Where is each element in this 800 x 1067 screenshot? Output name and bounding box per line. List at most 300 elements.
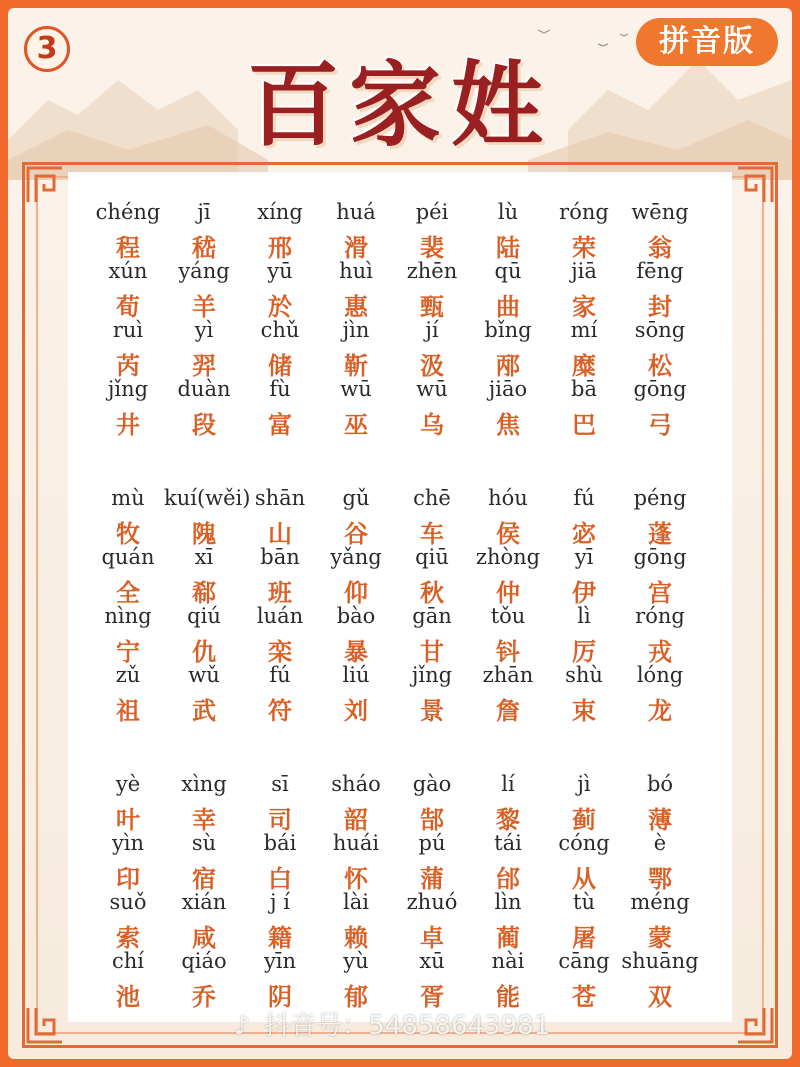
surname-cell [468, 377, 548, 439]
pinyin-label: huái [332, 831, 380, 855]
surname-character: 能 [496, 983, 520, 1011]
surname-character: 钭 [496, 638, 520, 666]
surname-character: 阴 [268, 983, 292, 1011]
surname-character: 黎 [496, 806, 520, 834]
surname-character: 糜 [572, 352, 596, 380]
surname-character: 谷 [344, 520, 368, 548]
surname-character: 巴 [572, 411, 596, 439]
surname-row [68, 663, 732, 725]
surname-character: 隗 [192, 520, 216, 548]
pinyin-label: bái [263, 831, 297, 855]
surname-cell [392, 200, 472, 262]
surname-cell [544, 259, 624, 321]
surname-character: 段 [192, 411, 216, 439]
pinyin-label: qū [494, 259, 522, 283]
pinyin-label: gān [412, 604, 452, 628]
pinyin-label: xī [194, 545, 214, 569]
surname-character: 鄂 [648, 865, 672, 893]
surname-cell [620, 200, 700, 262]
surname-character: 嵇 [192, 234, 216, 262]
surname-character: 印 [116, 865, 140, 893]
surname-cell [468, 772, 548, 834]
surname-row [68, 604, 732, 666]
surname-character: 储 [268, 352, 292, 380]
pinyin-label: lì [577, 604, 591, 628]
surname-character: 家 [572, 293, 596, 321]
surname-cell [392, 949, 472, 1011]
pinyin-label: shù [565, 663, 603, 687]
surname-cell [88, 259, 168, 321]
surname-row [68, 377, 732, 439]
surname-character: 符 [268, 697, 292, 725]
pinyin-label: wū [416, 377, 448, 401]
surname-character: 秋 [420, 579, 444, 607]
pinyin-label: yī [574, 545, 594, 569]
surname-cell [164, 604, 244, 666]
pinyin-label: mù [111, 486, 145, 510]
pinyin-label: liú [342, 663, 370, 687]
volume-number-badge: 3 [24, 26, 70, 72]
corner-ornament-bottom-left [24, 1004, 66, 1046]
pinyin-label: sháo [331, 772, 381, 796]
surname-character: 束 [572, 697, 596, 725]
surname-character: 乌 [420, 411, 444, 439]
pinyin-label: zhān [482, 663, 534, 687]
surname-cell [240, 486, 320, 548]
pinyin-label: huì [339, 259, 373, 283]
surname-cell [392, 604, 472, 666]
pinyin-label: bào [336, 604, 376, 628]
surname-cell [164, 663, 244, 725]
surname-cell [240, 949, 320, 1011]
surname-cell [392, 663, 472, 725]
surname-cell [392, 772, 472, 834]
surname-cell [88, 318, 168, 380]
surname-character: 宁 [116, 638, 140, 666]
surname-cell [88, 949, 168, 1011]
pinyin-label: yáng [178, 259, 230, 283]
surname-character: 荣 [572, 234, 596, 262]
surname-character: 翁 [648, 234, 672, 262]
pinyin-label: tù [573, 890, 595, 914]
surname-character: 滑 [344, 234, 368, 262]
surname-cell [88, 663, 168, 725]
surname-character: 郜 [420, 806, 444, 834]
pinyin-label: bǐng [484, 318, 532, 342]
surname-character: 甄 [420, 293, 444, 321]
pinyin-label: nài [491, 949, 525, 973]
surname-character: 陆 [496, 234, 520, 262]
surname-cell [544, 831, 624, 893]
surname-cell [316, 890, 396, 952]
pinyin-label: jī [197, 200, 211, 224]
surname-character: 巫 [344, 411, 368, 439]
pinyin-label: róng [635, 604, 685, 628]
surname-cell [620, 377, 700, 439]
surname-character: 韶 [344, 806, 368, 834]
pinyin-label: nìng [104, 604, 152, 628]
surname-list [68, 172, 732, 1022]
surname-row [68, 831, 732, 893]
pinyin-label: luán [256, 604, 304, 628]
surname-character: 双 [648, 983, 672, 1011]
surname-cell [164, 831, 244, 893]
pinyin-label: zhòng [475, 545, 541, 569]
surname-row [68, 200, 732, 262]
surname-character: 栾 [268, 638, 292, 666]
surname-character: 车 [420, 520, 444, 548]
pinyin-label: wǔ [188, 663, 220, 687]
pinyin-label: fēng [636, 259, 684, 283]
surname-cell [164, 949, 244, 1011]
surname-character: 於 [268, 293, 292, 321]
surname-character: 蓬 [648, 520, 672, 548]
pinyin-label: xìng [181, 772, 227, 796]
pinyin-label: jiāo [488, 377, 528, 401]
surname-cell [240, 318, 320, 380]
pinyin-label: sù [191, 831, 217, 855]
surname-character: 戎 [648, 638, 672, 666]
pinyin-label: shuāng [621, 949, 699, 973]
pinyin-label: lù [497, 200, 519, 224]
pinyin-label: chéng [95, 200, 161, 224]
surname-character: 荀 [116, 293, 140, 321]
surname-character: 索 [116, 924, 140, 952]
corner-ornament-top-right [734, 164, 776, 206]
surname-character: 屠 [572, 924, 596, 952]
pinyin-label: jí [425, 318, 439, 342]
surname-cell [88, 772, 168, 834]
surname-character: 程 [116, 234, 140, 262]
surname-cell [544, 772, 624, 834]
surname-row [68, 486, 732, 548]
surname-cell [240, 200, 320, 262]
surname-cell [544, 949, 624, 1011]
surname-cell [392, 545, 472, 607]
surname-character: 白 [268, 865, 292, 893]
watermark-text: 抖音号：54858643981 [264, 1011, 551, 1041]
surname-character: 伊 [572, 579, 596, 607]
pinyin-label: zǔ [115, 663, 141, 687]
surname-cell [164, 486, 251, 548]
pinyin-label: jìn [342, 318, 370, 342]
surname-cell [316, 663, 396, 725]
pinyin-label: duàn [177, 377, 231, 401]
surname-character: 郗 [192, 579, 216, 607]
surname-character: 怀 [344, 865, 368, 893]
surname-character: 咸 [192, 924, 216, 952]
corner-ornament-bottom-right [734, 1004, 776, 1046]
surname-cell [468, 200, 548, 262]
surname-cell [620, 486, 700, 548]
surname-character: 蒙 [648, 924, 672, 952]
pinyin-label: zhuó [406, 890, 458, 914]
surname-cell [316, 772, 396, 834]
surname-row [68, 259, 732, 321]
surname-character: 惠 [344, 293, 368, 321]
surname-character: 弓 [648, 411, 672, 439]
surname-cell [620, 949, 700, 1011]
surname-cell [316, 259, 396, 321]
surname-character: 裴 [420, 234, 444, 262]
surname-cell [392, 377, 472, 439]
pinyin-label: cóng [558, 831, 610, 855]
surname-cell [164, 890, 244, 952]
surname-character: 邴 [496, 352, 520, 380]
surname-character: 羿 [192, 352, 216, 380]
surname-cell [240, 545, 320, 607]
surname-character: 仇 [192, 638, 216, 666]
surname-cell [620, 545, 700, 607]
pinyin-label: wēng [631, 200, 689, 224]
surname-character: 薄 [648, 806, 672, 834]
surname-character: 詹 [496, 697, 520, 725]
surname-character: 汲 [420, 352, 444, 380]
surname-cell [468, 486, 548, 548]
pinyin-label: bān [260, 545, 300, 569]
surname-cell [240, 259, 320, 321]
pinyin-label: lài [343, 890, 369, 914]
pinyin-label: yè [115, 772, 141, 796]
surname-character: 蓟 [572, 806, 596, 834]
pinyin-label: fú [269, 663, 291, 687]
surname-row [68, 772, 732, 834]
pinyin-label: huá [336, 200, 376, 224]
pinyin-label: gōng [633, 377, 687, 401]
surname-character: 厉 [572, 638, 596, 666]
pinyin-label: jǐng [411, 663, 453, 687]
surname-cell [468, 949, 548, 1011]
surname-character: 班 [268, 579, 292, 607]
surname-cell [316, 949, 396, 1011]
surname-cell [316, 545, 396, 607]
surname-cell [468, 545, 548, 607]
surname-cell [316, 486, 396, 548]
surname-cell [88, 486, 168, 548]
pinyin-label: qiū [415, 545, 449, 569]
surname-character: 池 [116, 983, 140, 1011]
pinyin-label: chē [413, 486, 451, 510]
pinyin-label: yǎng [330, 545, 382, 569]
surname-character: 仲 [496, 579, 520, 607]
pinyin-label: gǔ [342, 486, 370, 510]
surname-character: 仰 [344, 579, 368, 607]
surname-cell [392, 831, 472, 893]
surname-cell [240, 604, 320, 666]
surname-character: 井 [116, 411, 140, 439]
surname-character: 焦 [496, 411, 520, 439]
surname-character: 邢 [268, 234, 292, 262]
pinyin-label: cāng [558, 949, 610, 973]
pinyin-label: bó [646, 772, 674, 796]
pinyin-label: péi [415, 200, 449, 224]
surname-character: 武 [192, 697, 216, 725]
pinyin-label: gōng [633, 545, 687, 569]
surname-cell [164, 318, 244, 380]
pinyin-label: mí [570, 318, 598, 342]
surname-character: 羊 [192, 293, 216, 321]
surname-character: 山 [268, 520, 292, 548]
pinyin-label: chí [111, 949, 144, 973]
surname-cell [620, 772, 700, 834]
surname-cell [468, 259, 548, 321]
douyin-note-icon: ♪ [233, 1011, 251, 1041]
pinyin-label: pú [418, 831, 446, 855]
surname-cell [164, 200, 244, 262]
surname-character: 侯 [496, 520, 520, 548]
pinyin-label: j í [270, 890, 290, 914]
surname-cell [544, 663, 624, 725]
surname-character: 籍 [268, 924, 292, 952]
surname-cell [88, 377, 168, 439]
surname-row [68, 890, 732, 952]
surname-cell [316, 318, 396, 380]
pinyin-label: lìn [494, 890, 522, 914]
surname-character: 全 [116, 579, 140, 607]
surname-row [68, 949, 732, 1011]
surname-character: 松 [648, 352, 672, 380]
surname-character: 芮 [116, 352, 140, 380]
surname-cell [468, 831, 548, 893]
surname-cell [620, 259, 700, 321]
surname-character: 蔺 [496, 924, 520, 952]
pinyin-label: lí [501, 772, 515, 796]
pinyin-label: jiā [571, 259, 597, 283]
pinyin-label: xún [108, 259, 148, 283]
surname-cell [468, 663, 548, 725]
surname-character: 靳 [344, 352, 368, 380]
surname-character: 苍 [572, 983, 596, 1011]
surname-cell [620, 604, 700, 666]
pinyin-label: sī [271, 772, 289, 796]
surname-character: 龙 [648, 697, 672, 725]
surname-character: 蒲 [420, 865, 444, 893]
surname-cell [392, 318, 472, 380]
pinyin-label: sōng [634, 318, 686, 342]
surname-cell [544, 377, 624, 439]
surname-cell [88, 890, 168, 952]
surname-character: 胥 [420, 983, 444, 1011]
surname-character: 刘 [344, 697, 368, 725]
pinyin-label: fú [573, 486, 595, 510]
pinyin-label: fù [269, 377, 291, 401]
surname-character: 宫 [648, 579, 672, 607]
surname-character: 叶 [116, 806, 140, 834]
surname-cell [316, 604, 396, 666]
surname-cell [620, 318, 700, 380]
surname-character: 宓 [572, 520, 596, 548]
surname-character: 牧 [116, 520, 140, 548]
pinyin-label: xū [419, 949, 445, 973]
surname-character: 从 [572, 865, 596, 893]
surname-cell [316, 377, 396, 439]
pinyin-label: yì [194, 318, 214, 342]
surname-cell [316, 831, 396, 893]
surname-cell [88, 200, 168, 262]
surname-cell [240, 831, 320, 893]
surname-row [68, 545, 732, 607]
pinyin-label: péng [633, 486, 687, 510]
pinyin-label: róng [559, 200, 609, 224]
surname-cell [544, 604, 624, 666]
surname-cell [468, 604, 548, 666]
surname-character: 暴 [344, 638, 368, 666]
pinyin-label: shān [254, 486, 306, 510]
pinyin-label: qiú [187, 604, 221, 628]
pinyin-label: tǒu [490, 604, 526, 628]
pinyin-label: gào [412, 772, 452, 796]
surname-character: 甘 [420, 638, 444, 666]
pinyin-label: méng [630, 890, 690, 914]
surname-cell [468, 318, 548, 380]
pinyin-label: quán [101, 545, 155, 569]
pinyin-label: suǒ [109, 890, 147, 914]
surname-row [68, 318, 732, 380]
surname-cell [620, 890, 700, 952]
pinyin-label: ruì [112, 318, 144, 342]
surname-cell [240, 663, 320, 725]
surname-cell [164, 545, 244, 607]
corner-ornament-top-left [24, 164, 66, 206]
pinyin-label: jǐng [107, 377, 149, 401]
pinyin-label: xíng [257, 200, 303, 224]
surname-cell [392, 259, 472, 321]
pinyin-label: chǔ [260, 318, 300, 342]
surname-cell [544, 545, 624, 607]
watermark [228, 1008, 588, 1044]
surname-character: 幸 [192, 806, 216, 834]
surname-cell [164, 772, 244, 834]
surname-character: 司 [268, 806, 292, 834]
surname-cell [88, 831, 168, 893]
pinyin-label: qiáo [181, 949, 227, 973]
surname-cell [468, 890, 548, 952]
surname-cell [544, 890, 624, 952]
pinyin-label: zhēn [406, 259, 458, 283]
pinyin-label: yù [343, 949, 369, 973]
pinyin-label: bā [571, 377, 597, 401]
surname-cell [544, 200, 624, 262]
pinyin-label: yīn [263, 949, 297, 973]
surname-cell [544, 318, 624, 380]
pinyin-label: kuí(wěi) [164, 486, 251, 510]
pinyin-label: jì [577, 772, 591, 796]
pinyin-label: wū [340, 377, 372, 401]
pinyin-label: è [653, 831, 667, 855]
surname-character: 卓 [420, 924, 444, 952]
surname-character: 富 [268, 411, 292, 439]
pinyin-label: yū [267, 259, 293, 283]
surname-cell [164, 259, 244, 321]
surname-character: 赖 [344, 924, 368, 952]
surname-cell [620, 663, 700, 725]
surname-cell [240, 890, 320, 952]
surname-cell [620, 831, 700, 893]
surname-cell [164, 377, 244, 439]
surname-cell [88, 545, 168, 607]
surname-character: 曲 [496, 293, 520, 321]
surname-character: 邰 [496, 865, 520, 893]
surname-character: 封 [648, 293, 672, 321]
pinyin-label: lóng [636, 663, 684, 687]
pinyin-edition-badge: 拼音版 [636, 18, 778, 66]
surname-character: 郁 [344, 983, 368, 1011]
surname-character: 宿 [192, 865, 216, 893]
surname-cell [392, 890, 472, 952]
surname-character: 景 [420, 697, 444, 725]
pinyin-label: hóu [488, 486, 528, 510]
surname-cell [392, 486, 472, 548]
